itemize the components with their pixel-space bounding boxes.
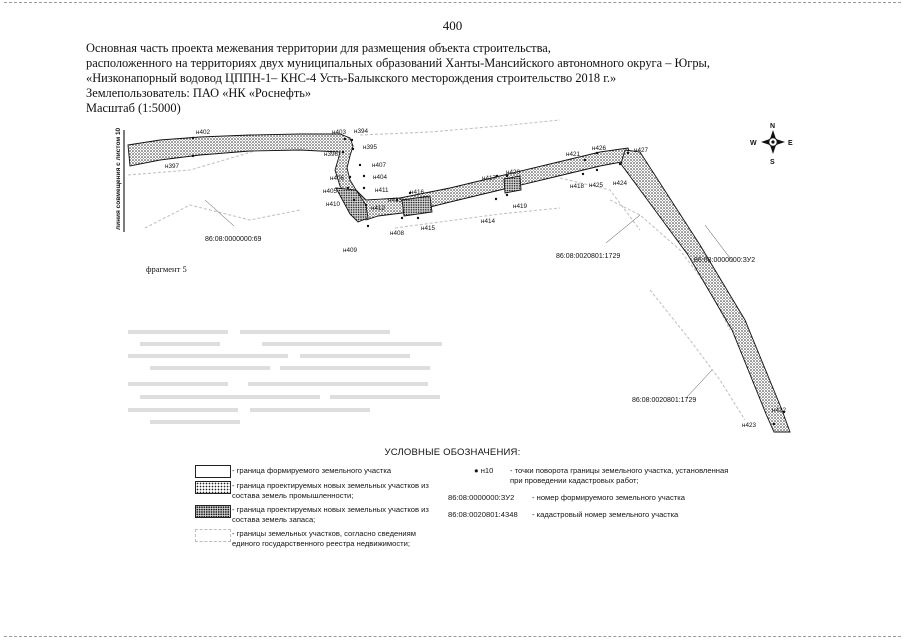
legend-title: УСЛОВНЫЕ ОБОЗНАЧЕНИЯ: bbox=[384, 447, 521, 458]
legend-cad-number-text: - кадастровый номер земельного участка bbox=[532, 510, 679, 519]
point-label: н417 bbox=[482, 175, 496, 182]
land-plot-corridor bbox=[128, 134, 790, 432]
legend-item-reserve: - граница проектируемых новых земельных участков из состава земель запаса; bbox=[232, 505, 429, 524]
point-label: н409 bbox=[343, 247, 357, 254]
point-label: н420 bbox=[506, 169, 520, 176]
cadastral-label: 86:08:0000000:ЗУ2 bbox=[694, 257, 756, 264]
point-label: н424 bbox=[613, 180, 627, 187]
compass-rose-icon bbox=[750, 123, 793, 166]
svg-text:E: E bbox=[788, 140, 793, 147]
point-label: н411 bbox=[375, 187, 389, 194]
sheet-alignment-label: линия совмещения с листом 10 bbox=[115, 127, 122, 230]
point-label: н421 bbox=[566, 151, 580, 158]
point-label: н413 bbox=[388, 197, 402, 204]
point-label: н403 bbox=[332, 129, 346, 136]
point-label: н425 bbox=[589, 182, 603, 189]
point-label: н416 bbox=[410, 189, 424, 196]
svg-text:S: S bbox=[770, 159, 775, 166]
sheet-alignment-line bbox=[115, 127, 124, 232]
point-label: н402 bbox=[196, 129, 210, 136]
point-label: н419 bbox=[513, 203, 527, 210]
ghost-text bbox=[128, 330, 442, 424]
legend-point-text: - точки поворота границы земельного участка, установленная при проведении кадастровых работ; bbox=[510, 466, 729, 485]
legend-new-number-sample: 86:08:0000000:ЗУ2 bbox=[448, 493, 515, 502]
header-line-2: расположенного на территориях двух муниципальных образований Ханты-Мансийского автономного округа – Югры, bbox=[86, 56, 710, 70]
page-number: 400 bbox=[442, 18, 463, 33]
point-label: н415 bbox=[421, 225, 435, 232]
point-label: н426 bbox=[592, 145, 606, 152]
svg-text:W: W bbox=[750, 140, 757, 147]
point-label: н405 bbox=[323, 188, 337, 195]
point-label: н412 bbox=[371, 205, 385, 212]
cadastral-label: 86:08:0000000:69 bbox=[205, 236, 262, 243]
point-label: н408 bbox=[390, 230, 404, 237]
cadastral-label: 86:08:0020801:1729 bbox=[556, 253, 621, 260]
legend-new-number-text: - номер формируемого земельного участка bbox=[532, 493, 685, 502]
legend-industrial-swatch bbox=[195, 481, 231, 494]
header-line-1: Основная часть проекта межевания территории для размещения объекта строительства, bbox=[86, 41, 551, 55]
point-label: н395 bbox=[363, 144, 377, 151]
point-label: н410 bbox=[326, 201, 340, 208]
cadastral-label: 86:08:0020801:1729 bbox=[632, 397, 697, 404]
point-label: н394 bbox=[354, 128, 368, 135]
header-line-3: «Низконапорный водовод ЦППН-1– КНС-4 Усть-Балыкского месторождения строительство 2018 г.» bbox=[86, 71, 617, 85]
point-label: н397 bbox=[165, 163, 179, 170]
point-marker-icon: ● bbox=[474, 466, 481, 475]
point-label: н427 bbox=[634, 147, 648, 154]
legend-point-sample: ● н10 bbox=[474, 466, 494, 475]
svg-text:N: N bbox=[770, 123, 776, 130]
point-label: н422 bbox=[772, 407, 786, 414]
point-label: н404 bbox=[373, 174, 387, 181]
point-label: н414 bbox=[481, 218, 495, 225]
legend-item-industrial: - граница проектируемых новых земельных участков из состава земель промышленности; bbox=[232, 481, 429, 500]
point-label: н423 bbox=[742, 422, 756, 429]
legend-registry-swatch bbox=[195, 529, 231, 542]
legend-reserve-swatch bbox=[195, 505, 231, 518]
cadastral-boundaries bbox=[128, 120, 745, 420]
legend-boundary-swatch bbox=[195, 465, 231, 478]
legend-item-boundary: - граница формируемого земельного участка bbox=[232, 466, 392, 475]
fragment-label: фрагмент 5 bbox=[146, 264, 187, 274]
header-line-4: Землепользователь: ПАО «НК «Роснефть» bbox=[86, 86, 312, 100]
point-label: н396 bbox=[324, 151, 338, 158]
header-line-5: Масштаб (1:5000) bbox=[86, 101, 181, 115]
point-label: н406 bbox=[330, 175, 344, 182]
legend-cad-number-sample: 86:08:0020801:4348 bbox=[448, 510, 518, 519]
point-label: н407 bbox=[372, 162, 386, 169]
point-label: н418 bbox=[570, 183, 584, 190]
legend-item-registry: - границы земельных участков, согласно сведениям единого государственного реестра недвижимости; bbox=[232, 529, 417, 548]
